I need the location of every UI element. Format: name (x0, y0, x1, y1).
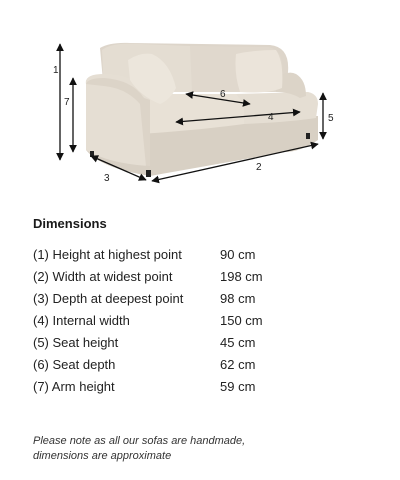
dimension-value: 98 cm (220, 291, 256, 306)
marker-5: 5 (328, 113, 334, 124)
sofa-dimension-diagram (0, 0, 400, 200)
disclaimer-line-2: dimensions are approximate (33, 450, 172, 462)
dimension-row (33, 288, 373, 310)
dimension-row (33, 332, 373, 354)
dimension-row (33, 244, 373, 266)
marker-4: 4 (268, 112, 274, 123)
dimension-label: (3) Depth at deepest point (33, 291, 184, 306)
marker-7: 7 (64, 97, 70, 108)
dimension-value: 45 cm (220, 335, 256, 350)
sofa-illustration (86, 43, 318, 177)
dimension-row (33, 266, 373, 288)
dimension-value: 59 cm (220, 379, 256, 394)
dimension-row (33, 354, 373, 376)
dimension-value: 62 cm (220, 357, 256, 372)
dimension-row (33, 376, 373, 398)
dimensions-heading: Dimensions (33, 216, 107, 231)
dimension-row (33, 310, 373, 332)
dimension-label: (7) Arm height (33, 379, 115, 394)
dimensions-list (33, 244, 373, 398)
dimension-label: (2) Width at widest point (33, 269, 173, 284)
handmade-disclaimer (33, 434, 373, 464)
dimension-label: (4) Internal width (33, 313, 130, 328)
marker-3: 3 (104, 173, 110, 184)
marker-6: 6 (220, 89, 226, 100)
dimension-label: (6) Seat depth (33, 357, 116, 372)
dimension-value: 150 cm (220, 313, 263, 328)
disclaimer-line-1: Please note as all our sofas are handmade, (33, 435, 246, 447)
dimension-label: (1) Height at highest point (33, 247, 182, 262)
marker-2: 2 (256, 162, 262, 173)
marker-1: 1 (53, 65, 59, 76)
dimension-label: (5) Seat height (33, 335, 119, 350)
dimension-value: 198 cm (220, 269, 263, 284)
dimension-value: 90 cm (220, 247, 256, 262)
